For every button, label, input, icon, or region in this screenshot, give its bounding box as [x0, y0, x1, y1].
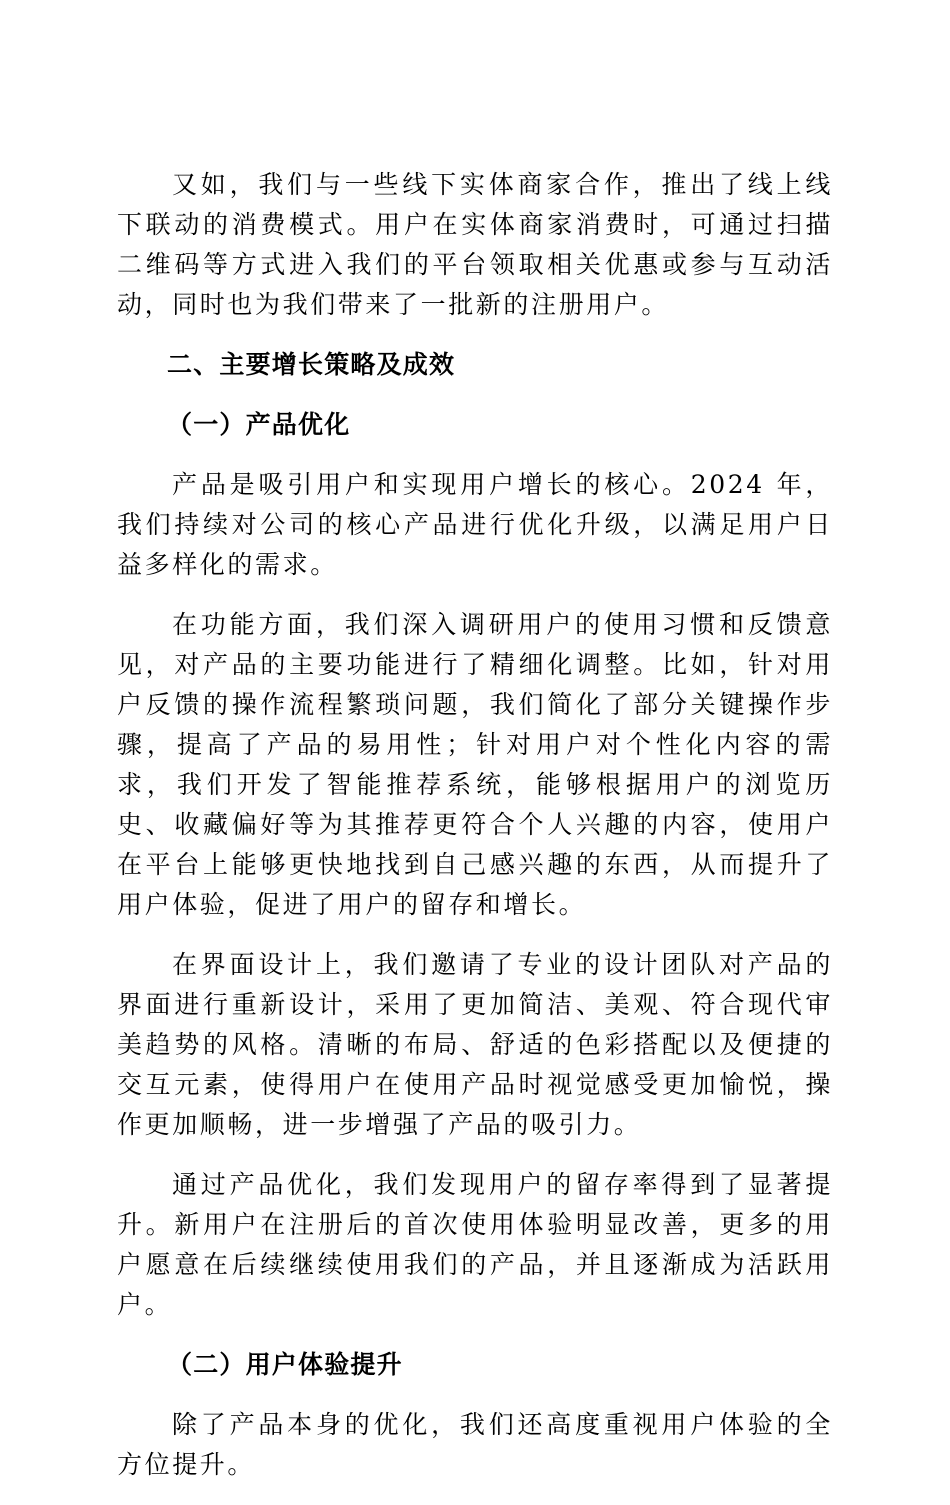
paragraph-retention-results: 通过产品优化，我们发现用户的留存率得到了显著提升。新用户在注册后的首次使用体验明显改善，更多的用户愿意在后续继续使用我们的产品，并且逐渐成为活跃用户。: [117, 1170, 833, 1319]
document-body: [117, 165, 833, 1505]
subsection-heading-user-experience: （二）用户体验提升: [167, 1350, 403, 1379]
subsection-heading-product-optimization: （一）产品优化: [167, 410, 351, 439]
paragraph-functionality: 在功能方面，我们深入调研用户的使用习惯和反馈意见，对产品的主要功能进行了精细化调整。比如，针对用户反馈的操作流程繁琐问题，我们简化了部分关键操作步骤，提高了产品的易用性；针对用户对个性化内容的需求，我们开发了智能推荐系统，能够根据用户的浏览历史、收藏偏好等为其推荐更符合个人兴趣的内容，使用户在平台上能够更快地找到自己感兴趣的东西，从而提升了用户体验，促进了用户的留存和增长。: [117, 610, 833, 919]
paragraph-product-core: 产品是吸引用户和实现用户增长的核心。2024 年，我们持续对公司的核心产品进行优化升级，以满足用户日益多样化的需求。: [117, 470, 833, 579]
section-heading-growth-strategies: 二、主要增长策略及成效: [167, 350, 456, 379]
paragraph-interface-design: 在界面设计上，我们邀请了专业的设计团队对产品的界面进行重新设计，采用了更加简洁、美观、符合现代审美趋势的风格。清晰的布局、舒适的色彩搭配以及便捷的交互元素，使得用户在使用产品时视觉感受更加愉悦，操作更加顺畅，进一步增强了产品的吸引力。: [117, 950, 833, 1139]
paragraph-experience-intro: 除了产品本身的优化，我们还高度重视用户体验的全方位提升。: [117, 1410, 833, 1479]
paragraph-offline-partnership: 又如，我们与一些线下实体商家合作，推出了线上线下联动的消费模式。用户在实体商家消费时，可通过扫描二维码等方式进入我们的平台领取相关优惠或参与互动活动，同时也为我们带来了一批新的注册用户。: [117, 170, 833, 319]
